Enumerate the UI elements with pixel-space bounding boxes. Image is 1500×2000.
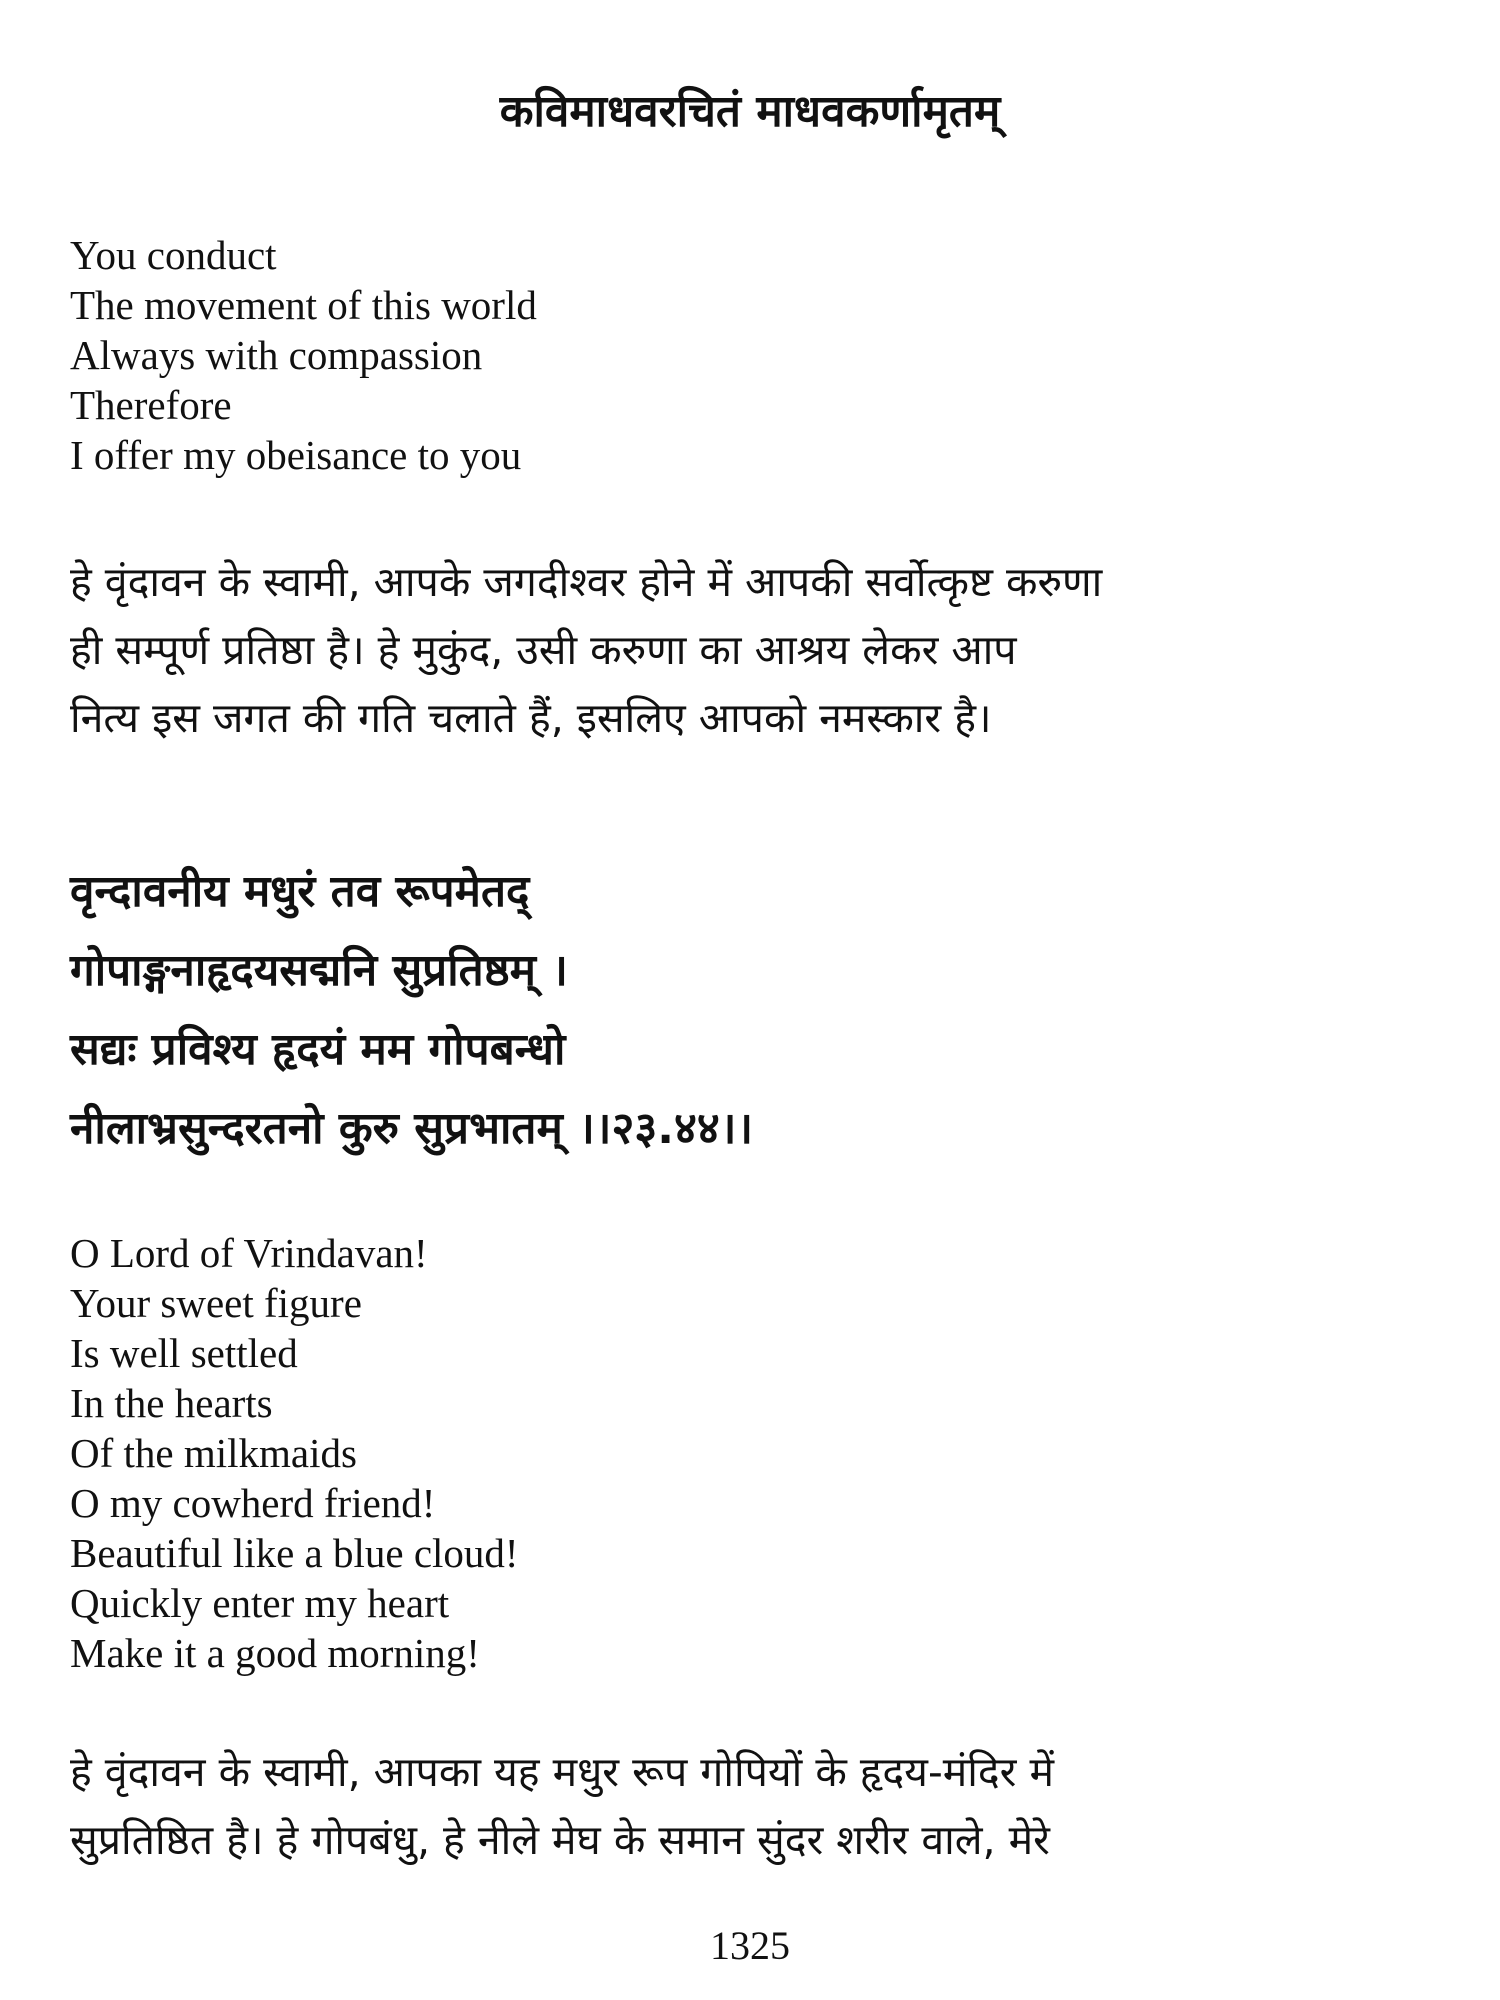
english-line: Your sweet figure — [70, 1280, 362, 1326]
english-line: Quickly enter my heart — [70, 1580, 450, 1626]
hindi-line: हे वृंदावन के स्वामी, आपका यह मधुर रूप गोपियों के हृदय-मंदिर में — [70, 1748, 1054, 1796]
sanskrit-verse — [70, 852, 1450, 1168]
english-line: Is well settled — [70, 1330, 298, 1376]
page-number: 1325 — [710, 1923, 790, 1968]
hindi-commentary-2 — [70, 1738, 1450, 1874]
verse-line: सद्यः प्रविश्य हृदयं मम गोपबन्धो — [70, 1024, 566, 1075]
english-line: I offer my obeisance to you — [70, 432, 522, 478]
english-line: Make it a good morning! — [70, 1630, 480, 1676]
english-line: The movement of this world — [70, 282, 537, 328]
english-line: Of the milkmaids — [70, 1430, 357, 1476]
english-line: O my cowherd friend! — [70, 1480, 436, 1526]
english-line: In the hearts — [70, 1380, 273, 1426]
hindi-commentary-1 — [70, 548, 1450, 752]
hindi-line: नित्य इस जगत की गति चलाते हैं, इसलिए आपको नमस्कार है। — [70, 694, 992, 742]
verse-line: गोपाङ्गनाहृदयसद्मनि सुप्रतिष्ठम् । — [70, 945, 568, 996]
verse-line: वृन्दावनीय मधुरं तव रूपमेतद् — [70, 866, 530, 917]
english-line: O Lord of Vrindavan! — [70, 1230, 428, 1276]
english-line: You conduct — [70, 232, 277, 278]
english-translation-1 — [70, 230, 1430, 480]
english-translation-2 — [70, 1228, 1430, 1678]
hindi-line: ही सम्पूर्ण प्रतिष्ठा है। हे मुकुंद, उसी करुणा का आश्रय लेकर आप — [70, 626, 1017, 674]
hindi-line: हे वृंदावन के स्वामी, आपके जगदीश्वर होने में आपकी सर्वोत्कृष्ट करुणा — [70, 558, 1103, 606]
english-line: Therefore — [70, 382, 232, 428]
verse-line: नीलाभ्रसुन्दरतनो कुरु सुप्रभातम् ।।२३.४४।। — [70, 1103, 754, 1154]
hindi-line: सुप्रतिष्ठित है। हे गोपबंधु, हे नीले मेघ के समान सुंदर शरीर वाले, मेरे — [70, 1816, 1050, 1864]
page-title: कविमाधवरचितं माधवकर्णामृतम् — [499, 86, 1001, 137]
english-line: Beautiful like a blue cloud! — [70, 1530, 519, 1576]
english-line: Always with compassion — [70, 332, 483, 378]
